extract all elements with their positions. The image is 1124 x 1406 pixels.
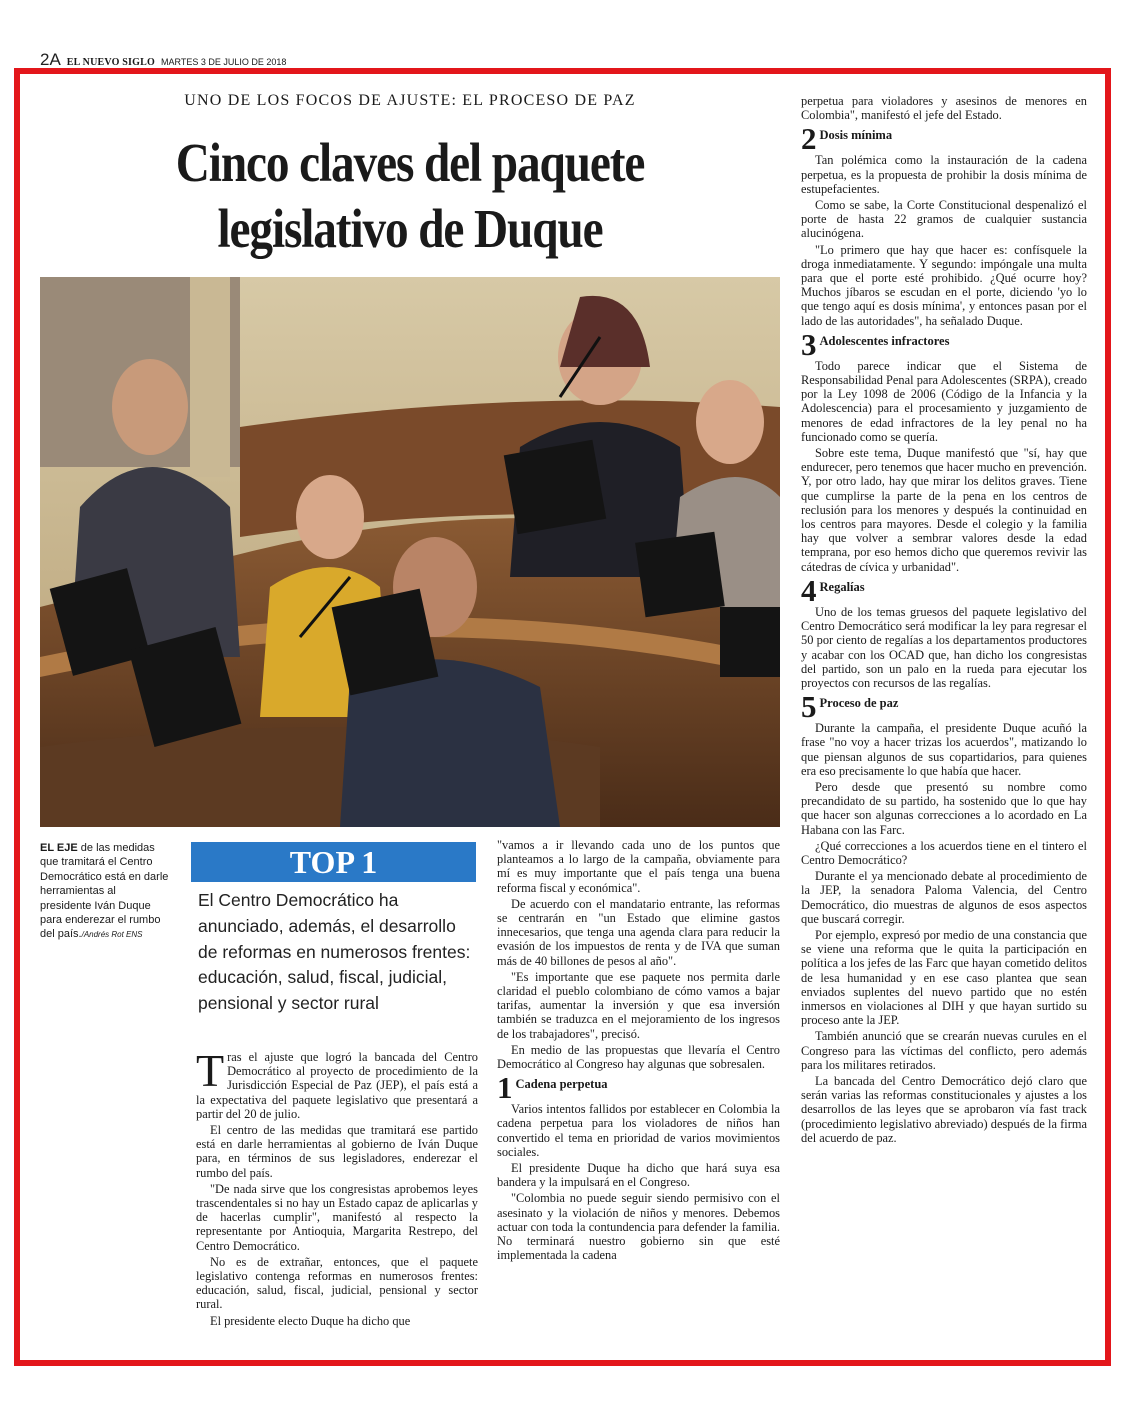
body-paragraph: Durante la campaña, el presidente Duque acuñó la frase "no voy a hacer trizas los acuerdos", matizando lo que piensan algunos de sus copartidarios, para quienes era eso precisamente lo que había que hacer. — [801, 721, 1087, 778]
headline-line-2: legislativo de Duque — [217, 198, 603, 259]
body-paragraph: Tras el ajuste que logró la bancada del Centro Democrático al proyecto de procedimiento de la Jurisdicción Especial de Paz (JEP), el país está a la expectativa del paquete legislativo que presentará a partir del 20 de julio. — [196, 1045, 478, 1121]
newspaper-name: EL NUEVO SIGLO — [66, 57, 155, 68]
body-paragraph: "Colombia no puede seguir siendo permisivo con el asesinato y la violación de niños y menores. Debemos actuar con toda la contundencia para defender la familia. No terminará nuestro gobierno sin que esté implementada la cadena — [497, 1191, 780, 1263]
caption-text: de las medidas que tramitará el Centro Democrático está en darle herramientas al presidente Iván Duque para enderezar el rumbo del país. — [40, 842, 169, 941]
body-paragraph: "Lo primero que hay que hacer es: confísquele la droga inmediatamente. Y segundo: impóngale una multa para que el porte esté prohibido. ¿Qué ocurre hoy? Muchos jíbaros se escudan en el porte, diciendo 'yo lo que tengo aquí es dosis mínima', y entonces pasan por el lado de las autoridades", ha señalado Duque. — [801, 242, 1087, 328]
subhead-adolescentes-infractores — [801, 326, 1087, 362]
body-paragraph: Tan polémica como la instauración de la cadena perpetua, es la propuesta de prohibir la dosis mínima de estupefacientes. — [801, 153, 1087, 196]
body-paragraph: Pero desde que presentó su nombre como precandidato de su partido, ha sostenido que lo que hay que hacer son algunas correcciones a lo acordado en La Habana con las Farc. — [801, 779, 1087, 837]
body-paragraph: Uno de los temas gruesos del paquete legislativo del Centro Democrático será modificar la ley para regresar el 50 por ciento de regalías a los departamentos productores y acabar con los OCAD que, han dicho los congresistas del partido, son un palo en la rueda para ejecutar los proyectos con recursos de las regalías. — [801, 604, 1087, 690]
body-paragraph: Como se sabe, la Corte Constitucional despenalizó el porte de hasta 22 gramos de cualquier sustancia alucinógena. — [801, 198, 1087, 241]
edition-date: MARTES 3 DE JULIO DE 2018 — [160, 57, 287, 67]
body-paragraph: Todo parece indicar que el Sistema de Responsabilidad Penal para Adolescentes (SRPA), creado por la Ley 1098 de 2006 (Código de la Infancia y la Adolescencia) para el procesamiento y juzgamiento de menores de edad infractores de la ley penal no ha funcionado como se quería. — [801, 358, 1087, 444]
subhead-number: 1 — [497, 1070, 513, 1106]
body-paragraph: Durante el ya mencionado debate al procedimiento de la JEP, la senadora Paloma Valencia, del Centro Democrático, dio muestras de algunos de esos aspectos que buscará corregir. — [801, 869, 1087, 926]
subhead-title: Adolescentes infractores — [819, 333, 950, 348]
subhead-cadena-perpetua — [497, 1070, 780, 1106]
body-paragraph: "Es importante que ese paquete nos permita darle claridad el pueblo colombiano de cómo vamos a bajar tarifas, aumentar la inversión y que esa inversión también se traduzca en el mejoramiento de los ingresos de los trabajadores", precisó. — [497, 969, 780, 1041]
subhead-number: 5 — [801, 689, 817, 725]
body-paragraph: El presidente Duque ha dicho que hará suya esa bandera y la impulsará en el Congreso. — [497, 1161, 780, 1190]
body-paragraph: Sobre este tema, Duque manifestó que "sí, hay que endurecer, pero tenemos que hacer mucho en prevención. Y, por otro lado, hay que mirar los delitos graves. Tiene que cumplirse la parte de la pena en los centros de reclusión para los menores y después la continuidad en los centros para mayores. Desde el colegio y la familia hay que volver a sembrar valores desde la edad temprana, por eso hemos dicho que queremos revivir las cátedras de cívica y urbanidad". — [801, 446, 1087, 574]
article-column-2 — [497, 838, 780, 1264]
caption-lead: EL EJE — [40, 842, 78, 854]
subhead-title: Dosis mínima — [819, 128, 893, 143]
subhead-dosis-minima — [801, 121, 1087, 157]
headline — [92, 130, 728, 262]
body-paragraph: De acuerdo con el mandatario entrante, las reformas se centrarán en "un Estado que elimine gastos innecesarios, que tenga una agenda clara para reducir la evasión de los impuestos de renta y de IVA que suman más de 40 billones de pesos al año". — [497, 896, 780, 968]
subhead-title: Cadena perpetua — [515, 1077, 608, 1092]
body-paragraph: "De nada sirve que los congresistas aprobemos leyes trascendentales si no hay un Estado capaz de aplicarlas y de hacerlas cumplir", manifestó al respecto la representante por Antioquia, Margarita Restrepo, del Centro Democrático. — [196, 1181, 478, 1253]
subhead-proceso-de-paz — [801, 689, 1087, 725]
body-paragraph: perpetua para violadores y asesinos de menores en Colombia", manifestó el jefe del Estado. — [801, 94, 1087, 123]
body-paragraph: ¿Qué correcciones a los acuerdos tiene en el tintero el Centro Democrático? — [801, 838, 1087, 867]
subhead-title: Regalías — [819, 579, 865, 594]
article-column-3 — [801, 94, 1087, 1147]
body-paragraph: No es de extrañar, entonces, que el paquete legislativo contenga reformas en numerosos frentes: educación, salud, fiscal, judicial, pensional y sector rural. — [196, 1254, 478, 1312]
body-paragraph: El presidente electo Duque ha dicho que — [210, 1313, 411, 1328]
body-paragraph: También anunció que se crearán nuevas curules en el Congreso para las víctimas del conflicto, pero además para los militares retirados. — [801, 1029, 1087, 1072]
body-paragraph: En medio de las propuestas que llevaría el Centro Democrático al Congreso hay algunas que sobresalen. — [497, 1042, 780, 1072]
subhead-number: 4 — [801, 572, 817, 608]
article-column-1 — [196, 1045, 478, 1330]
kicker: UNO DE LOS FOCOS DE AJUSTE: EL PROCESO DE PAZ — [184, 92, 636, 109]
subhead-title: Proceso de paz — [819, 696, 899, 711]
senate-photo-illustration — [40, 277, 780, 827]
body-paragraph: Por ejemplo, expresó por medio de una constancia que se viene una reforma que le quita la participación en política a los jefes de las Farc que hayan cometido delitos de lesa humanidad y en ese caso plantea que sean enviados suplentes del nuevo partido que no estén inmersos en violaciones al DIH y que hayan surtido su proceso ante la JEP. — [801, 927, 1087, 1028]
folio-line — [40, 50, 286, 68]
body-paragraph: "vamos a ir llevando cada uno de los puntos que planteamos a lo largo de la campaña, obviamente para mí es muy importante que el país tenga una buena reforma fiscal y económica". — [497, 838, 780, 895]
body-paragraph: El centro de las medidas que tramitará ese partido está en darle herramientas al gobierno de Iván Duque para, en términos de sus legisladores, enderezar el rumbo del país. — [196, 1123, 478, 1180]
lede: El Centro Democrático ha anunciado, además, el desarrollo de reformas en numerosos frentes: educación, salud, fiscal, judicial, pensional y sector rural — [198, 890, 471, 1014]
top-1-banner: TOP 1 — [191, 842, 476, 882]
subhead-number: 3 — [801, 326, 817, 362]
page-number: 2A — [40, 50, 61, 69]
headline-line-1: Cinco claves del paquete — [175, 132, 645, 193]
photo-credit: /Andrés Rot ENS — [81, 930, 143, 940]
body-paragraph: Varios intentos fallidos por establecer en Colombia la cadena perpetua para los violadores de niños han convertido el tema en prioridad de varios movimientos sociales. — [497, 1102, 780, 1159]
photo-caption — [40, 841, 170, 943]
subhead-number: 2 — [801, 121, 817, 157]
subhead-regalias — [801, 572, 1087, 608]
senate-photo — [40, 277, 780, 827]
body-paragraph: La bancada del Centro Democrático dejó claro que serán varias las reformas constitucionales y ajustes a los desarrollos de las leyes que se aprobaron vía fast track (procedimiento legislativo abreviado) después de la firma del acuerdo de paz. — [801, 1073, 1087, 1145]
